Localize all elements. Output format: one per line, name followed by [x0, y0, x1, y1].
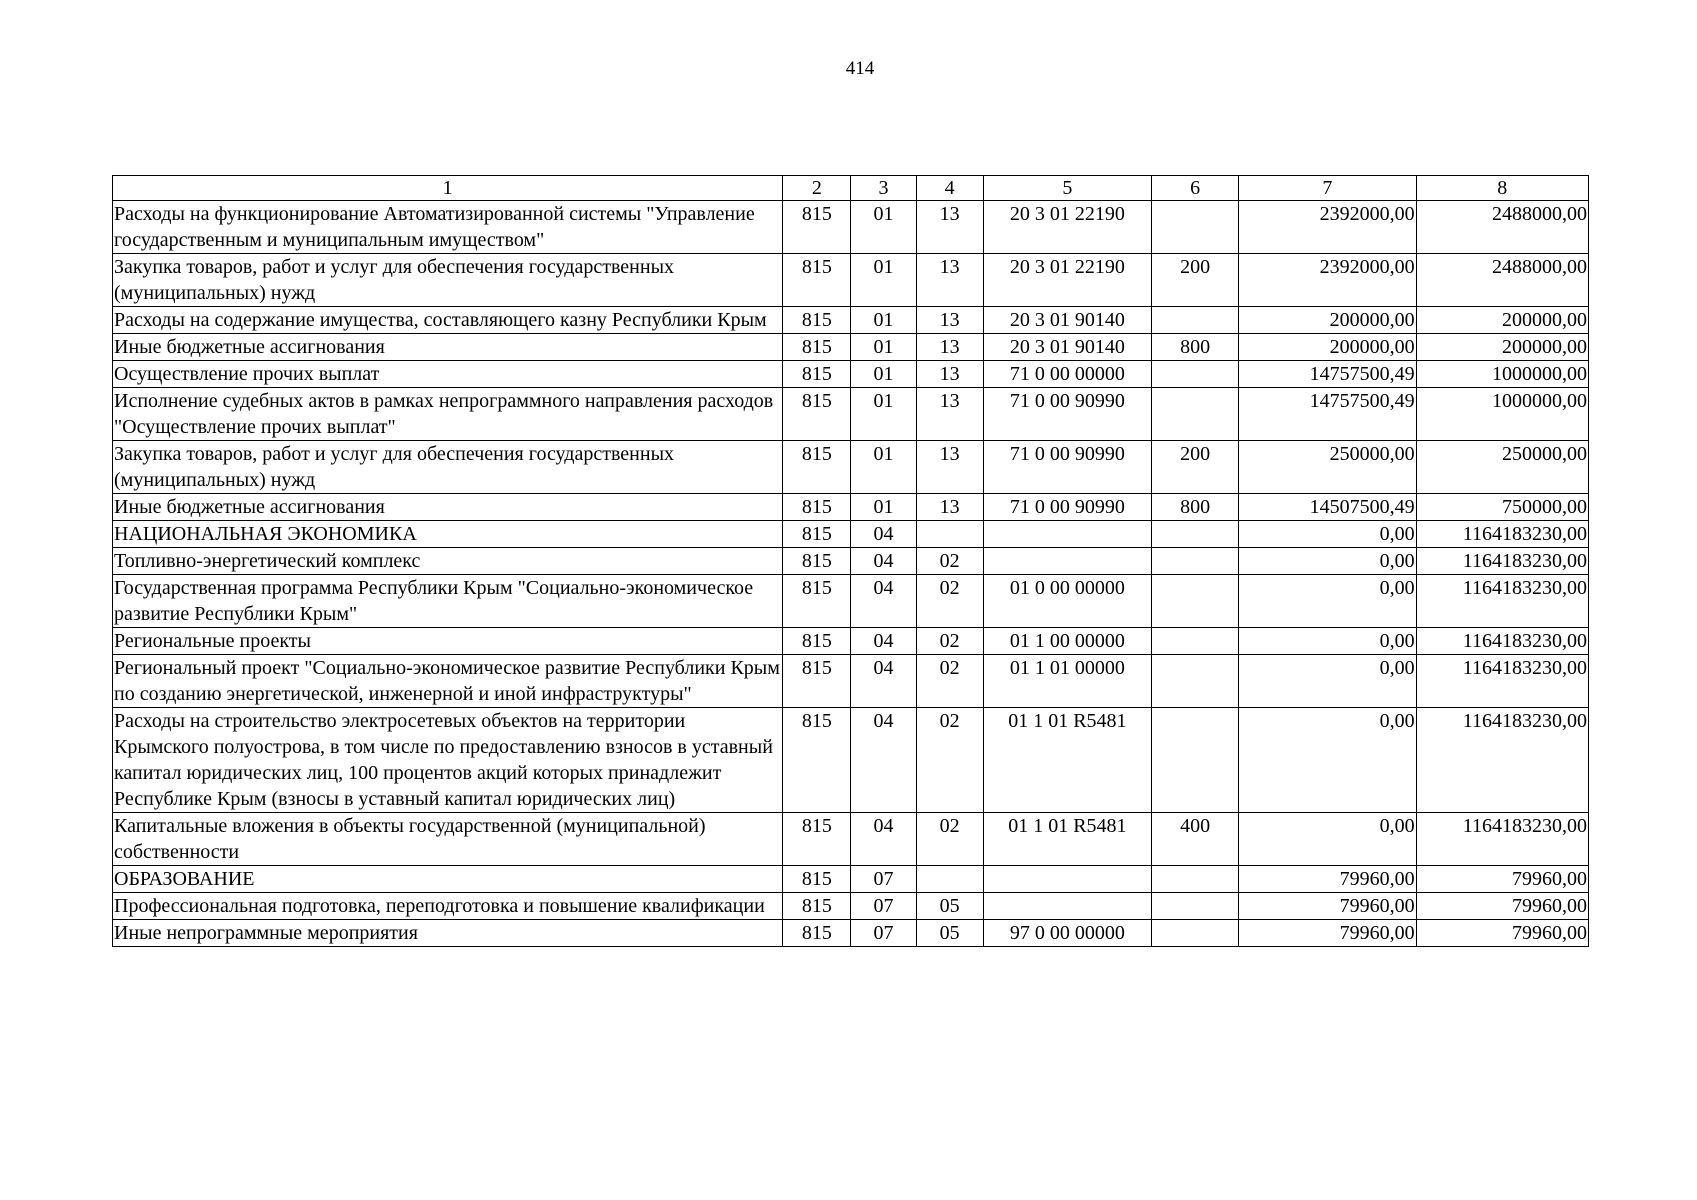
row-code-5: 01 0 00 00000	[983, 575, 1151, 628]
table-row	[113, 813, 1589, 866]
row-amount-8: 1000000,00	[1416, 361, 1588, 388]
table-row	[113, 521, 1589, 548]
row-amount-8: 79960,00	[1416, 893, 1588, 920]
row-code-5: 71 0 00 00000	[983, 361, 1151, 388]
table-row	[113, 441, 1589, 494]
row-code-3: 01	[851, 254, 916, 307]
row-code-2: 815	[783, 307, 851, 334]
row-description: Осуществление прочих выплат	[113, 361, 783, 388]
row-code-3: 01	[851, 494, 916, 521]
row-code-6: 200	[1152, 441, 1239, 494]
table-row	[113, 201, 1589, 254]
row-code-3: 01	[851, 307, 916, 334]
row-code-5	[983, 521, 1151, 548]
row-amount-8: 1164183230,00	[1416, 548, 1588, 575]
row-code-3: 01	[851, 334, 916, 361]
row-code-4: 13	[916, 361, 983, 388]
row-description: Исполнение судебных актов в рамках непрограммного направления расходов "Осуществление прочих выплат"	[113, 388, 783, 441]
row-code-5	[983, 893, 1151, 920]
row-amount-7: 0,00	[1239, 813, 1416, 866]
column-header: 2	[783, 176, 851, 201]
row-description: Государственная программа Республики Крым "Социально-экономическое развитие Республики Крым"	[113, 575, 783, 628]
table-row	[113, 893, 1589, 920]
row-description: Закупка товаров, работ и услуг для обеспечения государственных (муниципальных) нужд	[113, 441, 783, 494]
row-code-4: 02	[916, 708, 983, 813]
row-code-3: 04	[851, 708, 916, 813]
row-code-2: 815	[783, 361, 851, 388]
table-row	[113, 655, 1589, 708]
column-header: 4	[916, 176, 983, 201]
row-amount-8: 1164183230,00	[1416, 655, 1588, 708]
row-code-6	[1152, 575, 1239, 628]
row-code-5: 20 3 01 22190	[983, 201, 1151, 254]
row-amount-8: 1164183230,00	[1416, 575, 1588, 628]
row-code-6: 400	[1152, 813, 1239, 866]
row-amount-7: 2392000,00	[1239, 254, 1416, 307]
table-row	[113, 628, 1589, 655]
row-code-4: 13	[916, 494, 983, 521]
row-code-5: 01 1 01 R5481	[983, 708, 1151, 813]
row-amount-8: 79960,00	[1416, 920, 1588, 947]
row-amount-7: 2392000,00	[1239, 201, 1416, 254]
row-code-5: 01 1 01 R5481	[983, 813, 1151, 866]
row-description: Топливно-энергетический комплекс	[113, 548, 783, 575]
row-amount-8: 79960,00	[1416, 866, 1588, 893]
row-code-6: 800	[1152, 494, 1239, 521]
row-amount-7: 14507500,49	[1239, 494, 1416, 521]
table-row	[113, 708, 1589, 813]
row-amount-8: 1164183230,00	[1416, 708, 1588, 813]
row-amount-8: 1164183230,00	[1416, 813, 1588, 866]
row-code-5: 71 0 00 90990	[983, 388, 1151, 441]
row-description: Капитальные вложения в объекты государственной (муниципальной) собственности	[113, 813, 783, 866]
row-code-4: 02	[916, 548, 983, 575]
row-amount-7: 79960,00	[1239, 866, 1416, 893]
row-code-4: 05	[916, 920, 983, 947]
row-code-4	[916, 521, 983, 548]
row-code-6	[1152, 307, 1239, 334]
row-amount-7: 0,00	[1239, 628, 1416, 655]
table-row	[113, 548, 1589, 575]
page-number: 414	[845, 58, 875, 79]
row-amount-7: 79960,00	[1239, 920, 1416, 947]
row-code-4: 13	[916, 201, 983, 254]
row-amount-7: 200000,00	[1239, 307, 1416, 334]
table-row	[113, 361, 1589, 388]
row-code-5	[983, 866, 1151, 893]
row-code-3: 01	[851, 361, 916, 388]
row-code-4: 13	[916, 254, 983, 307]
row-code-3: 01	[851, 388, 916, 441]
budget-table	[112, 175, 1589, 947]
row-amount-8: 200000,00	[1416, 307, 1588, 334]
row-amount-8: 200000,00	[1416, 334, 1588, 361]
row-description: Региональный проект "Социально-экономическое развитие Республики Крым по созданию энергетической, инженерной и иной инфраструктуры"	[113, 655, 783, 708]
row-code-5: 71 0 00 90990	[983, 494, 1151, 521]
row-code-6	[1152, 388, 1239, 441]
table-row	[113, 920, 1589, 947]
row-amount-7: 200000,00	[1239, 334, 1416, 361]
row-code-3: 04	[851, 548, 916, 575]
row-code-3: 01	[851, 441, 916, 494]
header-row	[113, 176, 1589, 201]
row-code-2: 815	[783, 893, 851, 920]
row-amount-8: 2488000,00	[1416, 201, 1588, 254]
row-code-3: 07	[851, 920, 916, 947]
row-code-4: 02	[916, 655, 983, 708]
row-code-3: 04	[851, 575, 916, 628]
column-header: 5	[983, 176, 1151, 201]
row-code-5	[983, 548, 1151, 575]
row-description: Закупка товаров, работ и услуг для обеспечения государственных (муниципальных) нужд	[113, 254, 783, 307]
row-code-3: 04	[851, 655, 916, 708]
row-code-2: 815	[783, 575, 851, 628]
row-code-5: 20 3 01 90140	[983, 307, 1151, 334]
table-row	[113, 334, 1589, 361]
row-code-4: 13	[916, 441, 983, 494]
row-amount-7: 250000,00	[1239, 441, 1416, 494]
row-code-4: 02	[916, 575, 983, 628]
row-amount-7: 0,00	[1239, 575, 1416, 628]
row-amount-7: 0,00	[1239, 655, 1416, 708]
row-amount-7: 79960,00	[1239, 893, 1416, 920]
row-amount-7: 14757500,49	[1239, 388, 1416, 441]
row-description: Иные непрограммные мероприятия	[113, 920, 783, 947]
row-code-4: 13	[916, 388, 983, 441]
row-code-6	[1152, 521, 1239, 548]
row-code-4	[916, 866, 983, 893]
row-code-6	[1152, 361, 1239, 388]
row-amount-8: 2488000,00	[1416, 254, 1588, 307]
row-code-6	[1152, 655, 1239, 708]
row-code-6: 200	[1152, 254, 1239, 307]
row-code-2: 815	[783, 920, 851, 947]
column-header: 7	[1239, 176, 1416, 201]
table-row	[113, 575, 1589, 628]
row-code-2: 815	[783, 254, 851, 307]
row-code-6: 800	[1152, 334, 1239, 361]
row-description: НАЦИОНАЛЬНАЯ ЭКОНОМИКА	[113, 521, 783, 548]
row-code-5: 01 1 00 00000	[983, 628, 1151, 655]
row-description: Региональные проекты	[113, 628, 783, 655]
row-amount-8: 1164183230,00	[1416, 521, 1588, 548]
row-code-3: 04	[851, 813, 916, 866]
row-code-3: 07	[851, 893, 916, 920]
column-header: 8	[1416, 176, 1588, 201]
row-code-4: 13	[916, 334, 983, 361]
row-code-2: 815	[783, 628, 851, 655]
row-code-2: 815	[783, 548, 851, 575]
row-code-4: 02	[916, 628, 983, 655]
row-code-2: 815	[783, 201, 851, 254]
row-code-5: 97 0 00 00000	[983, 920, 1151, 947]
row-amount-8: 1164183230,00	[1416, 628, 1588, 655]
row-description: Иные бюджетные ассигнования	[113, 494, 783, 521]
row-amount-8: 750000,00	[1416, 494, 1588, 521]
column-header: 1	[113, 176, 783, 201]
row-code-6	[1152, 201, 1239, 254]
row-code-2: 815	[783, 655, 851, 708]
row-code-5: 20 3 01 90140	[983, 334, 1151, 361]
row-code-2: 815	[783, 708, 851, 813]
row-description: Расходы на строительство электросетевых объектов на территории Крымского полуострова, в том числе по предоставлению взносов в уставный капитал юридических лиц, 100 процентов акций которых принадлежит Республике Крым (взносы в уставный капитал юридических лиц)	[113, 708, 783, 813]
row-code-2: 815	[783, 441, 851, 494]
row-amount-7: 0,00	[1239, 548, 1416, 575]
table-row	[113, 254, 1589, 307]
row-code-3: 07	[851, 866, 916, 893]
row-code-4: 05	[916, 893, 983, 920]
row-code-2: 815	[783, 494, 851, 521]
row-code-4: 13	[916, 307, 983, 334]
row-code-2: 815	[783, 521, 851, 548]
row-code-3: 04	[851, 521, 916, 548]
row-description: Расходы на содержание имущества, составляющего казну Республики Крым	[113, 307, 783, 334]
row-code-5: 71 0 00 90990	[983, 441, 1151, 494]
table-row	[113, 866, 1589, 893]
row-code-6	[1152, 920, 1239, 947]
row-code-2: 815	[783, 866, 851, 893]
row-code-6	[1152, 628, 1239, 655]
row-description: Иные бюджетные ассигнования	[113, 334, 783, 361]
row-code-4: 02	[916, 813, 983, 866]
row-amount-8: 1000000,00	[1416, 388, 1588, 441]
row-description: ОБРАЗОВАНИЕ	[113, 866, 783, 893]
column-header: 6	[1152, 176, 1239, 201]
row-code-5: 20 3 01 22190	[983, 254, 1151, 307]
row-amount-7: 0,00	[1239, 521, 1416, 548]
row-code-2: 815	[783, 813, 851, 866]
row-code-5: 01 1 01 00000	[983, 655, 1151, 708]
row-description: Расходы на функционирование Автоматизированной системы "Управление государственным и муниципальным имуществом"	[113, 201, 783, 254]
row-code-6	[1152, 893, 1239, 920]
row-code-2: 815	[783, 334, 851, 361]
row-code-3: 01	[851, 201, 916, 254]
row-code-6	[1152, 548, 1239, 575]
row-amount-8: 250000,00	[1416, 441, 1588, 494]
row-code-3: 04	[851, 628, 916, 655]
row-amount-7: 0,00	[1239, 708, 1416, 813]
table-row	[113, 388, 1589, 441]
row-code-2: 815	[783, 388, 851, 441]
row-code-6	[1152, 708, 1239, 813]
row-code-6	[1152, 866, 1239, 893]
row-description: Профессиональная подготовка, переподготовка и повышение квалификации	[113, 893, 783, 920]
column-header: 3	[851, 176, 916, 201]
table-row	[113, 307, 1589, 334]
row-amount-7: 14757500,49	[1239, 361, 1416, 388]
table-row	[113, 494, 1589, 521]
